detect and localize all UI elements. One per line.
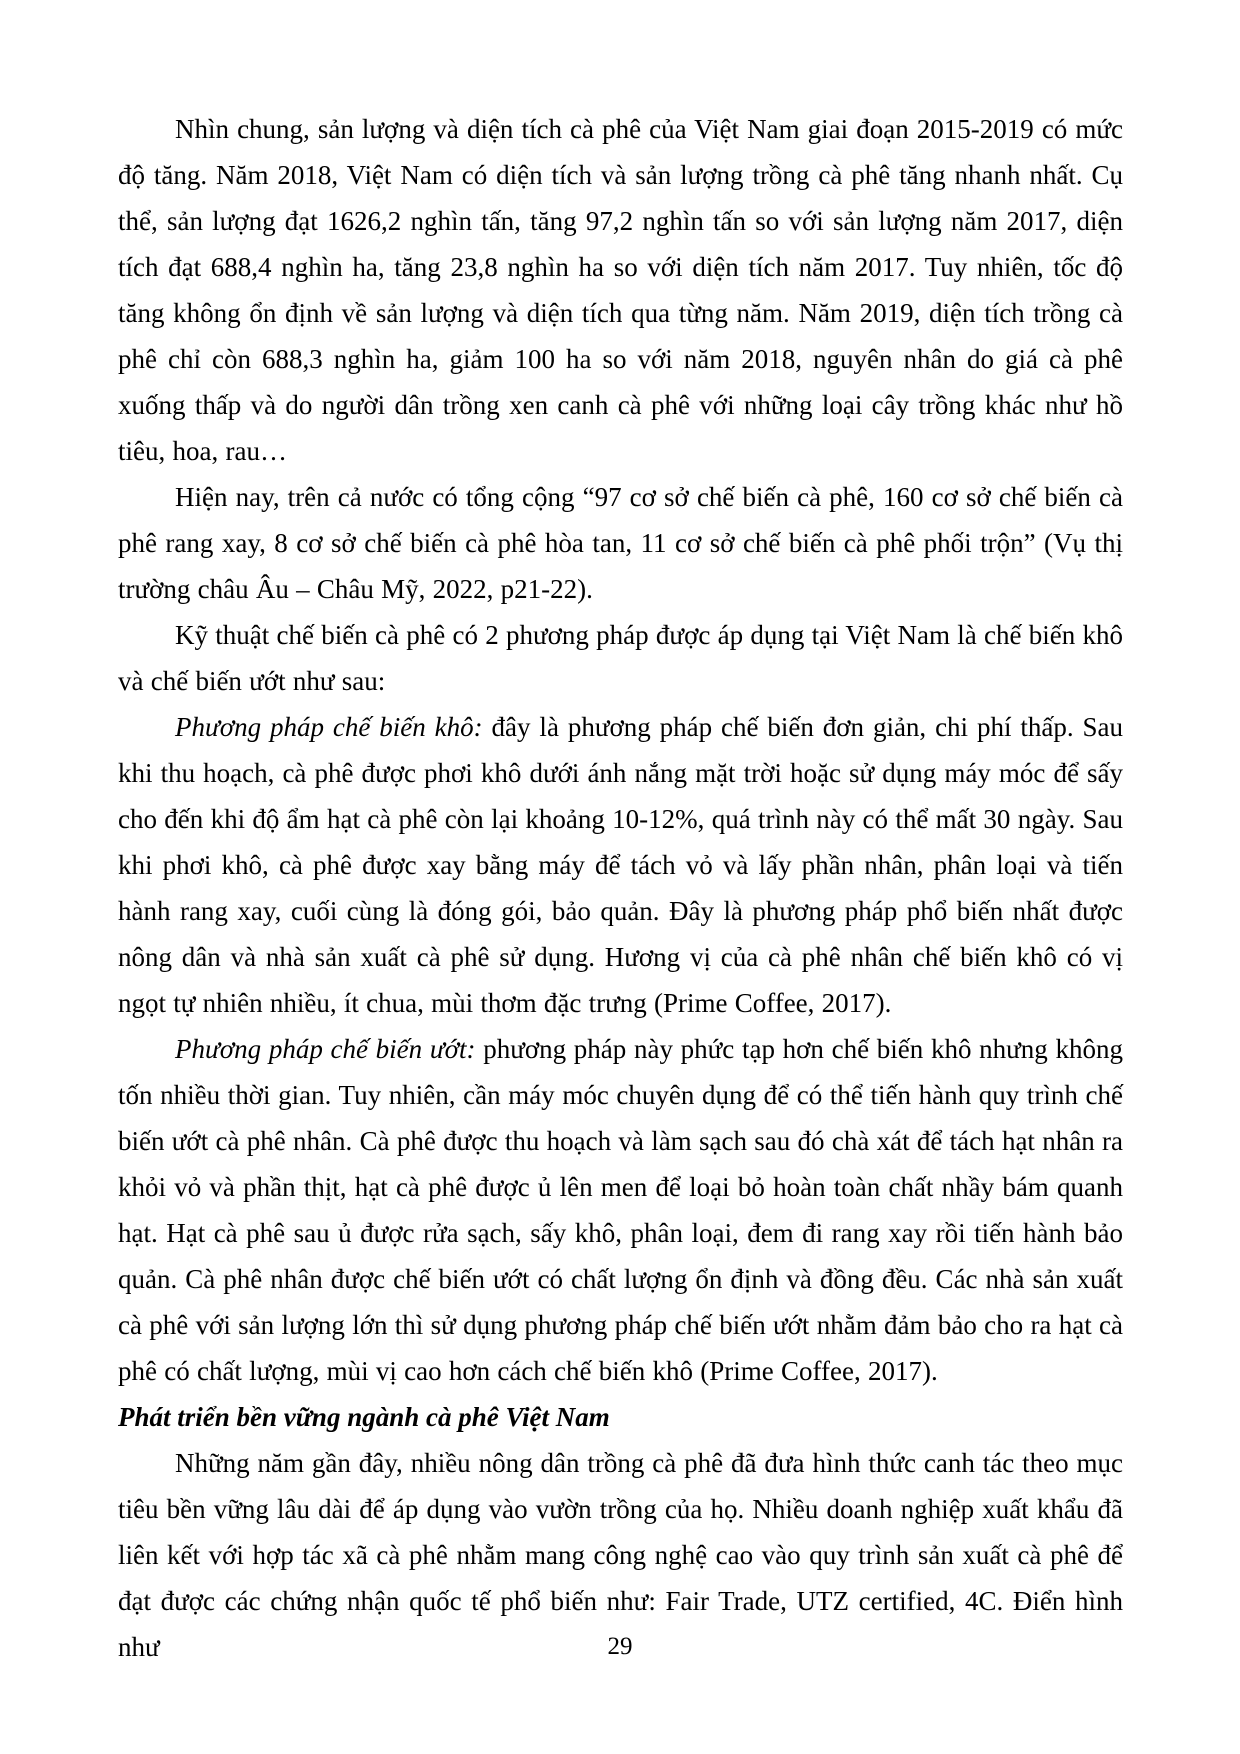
paragraph-processing-methods-intro: Kỹ thuật chế biến cà phê có 2 phương pháp được áp dụng tại Việt Nam là chế biến khô và chế biến ướt như sau: [118, 620, 1123, 696]
paragraph-lead-dry-method: Phương pháp chế biến khô: [175, 712, 483, 742]
section-heading-sustainable-development: Phát triển bền vững ngành cà phê Việt Nam [118, 1402, 610, 1432]
paragraph-body-dry-method: đây là phương pháp chế biến đơn giản, chi phí thấp. Sau khi thu hoạch, cà phê được phơi khô dưới ánh nắng mặt trời hoặc sử dụng máy móc để sấy cho đến khi độ ẩm hạt cà phê còn lại khoảng 10-12%, quá trình này có thể mất 30 ngày. Sau khi phơi khô, cà phê được xay bằng máy để tách vỏ và lấy phần nhân, phân loại và tiến hành rang xay, cuối cùng là đóng gói, bảo quản. Đây là phương pháp phổ biến nhất được nông dân và nhà sản xuất cà phê sử dụng. Hương vị của cà phê nhân chế biến khô có vị ngọt tự nhiên nhiều, ít chua, mùi thơm đặc trưng (Prime Coffee, 2017). [118, 712, 1123, 1018]
document-body [118, 106, 1123, 1670]
paragraph-processing-facilities: Hiện nay, trên cả nước có tổng cộng “97 cơ sở chế biến cà phê, 160 cơ sở chế biến cà phê rang xay, 8 cơ sở chế biến cà phê hòa tan, 11 cơ sở chế biến cà phê phối trộn” (Vụ thị trường châu Âu – Châu Mỹ, 2022, p21-22). [118, 482, 1123, 604]
paragraph-lead-wet-method: Phương pháp chế biến ướt: [175, 1034, 476, 1064]
paragraph-overview-production-area: Nhìn chung, sản lượng và diện tích cà phê của Việt Nam giai đoạn 2015-2019 có mức độ tăng. Năm 2018, Việt Nam có diện tích và sản lượng trồng cà phê tăng nhanh nhất. Cụ thể, sản lượng đạt 1626,2 nghìn tấn, tăng 97,2 nghìn tấn so với sản lượng năm 2017, diện tích đạt 688,4 nghìn ha, tăng 23,8 nghìn ha so với diện tích năm 2017. Tuy nhiên, tốc độ tăng không ổn định về sản lượng và diện tích qua từng năm. Năm 2019, diện tích trồng cà phê chỉ còn 688,3 nghìn ha, giảm 100 ha so với năm 2018, nguyên nhân do giá cà phê xuống thấp và do người dân trồng xen canh cà phê với những loại cây trồng khác như hồ tiêu, hoa, rau… [118, 114, 1123, 466]
page-number: 29 [607, 1633, 633, 1660]
paragraph-wet-processing-method [118, 1026, 1123, 1394]
paragraph-sustainable-farming: Những năm gần đây, nhiều nông dân trồng cà phê đã đưa hình thức canh tác theo mục tiêu bền vững lâu dài để áp dụng vào vườn trồng của họ. Nhiều doanh nghiệp xuất khẩu đã liên kết với hợp tác xã cà phê nhằm mang công nghệ cao vào quy trình sản xuất cà phê để đạt được các chứng nhận quốc tế phổ biến như: Fair Trade, UTZ certified, 4C. Điển hình như [118, 1448, 1123, 1662]
paragraph-body-wet-method: phương pháp này phức tạp hơn chế biến khô nhưng không tốn nhiều thời gian. Tuy nhiên, cần máy móc chuyên dụng để có thể tiến hành quy trình chế biến ướt cà phê nhân. Cà phê được thu hoạch và làm sạch sau đó chà xát để tách hạt nhân ra khỏi vỏ và phần thịt, hạt cà phê được ủ lên men để loại bỏ hoàn toàn chất nhầy bám quanh hạt. Hạt cà phê sau ủ được rửa sạch, sấy khô, phân loại, đem đi rang xay rồi tiến hành bảo quản. Cà phê nhân được chế biến ướt có chất lượng ổn định và đồng đều. Các nhà sản xuất cà phê với sản lượng lớn thì sử dụng phương pháp chế biến ướt nhằm đảm bảo cho ra hạt cà phê có chất lượng, mùi vị cao hơn cách chế biến khô (Prime Coffee, 2017). [118, 1034, 1123, 1386]
paragraph-dry-processing-method [118, 704, 1123, 1026]
